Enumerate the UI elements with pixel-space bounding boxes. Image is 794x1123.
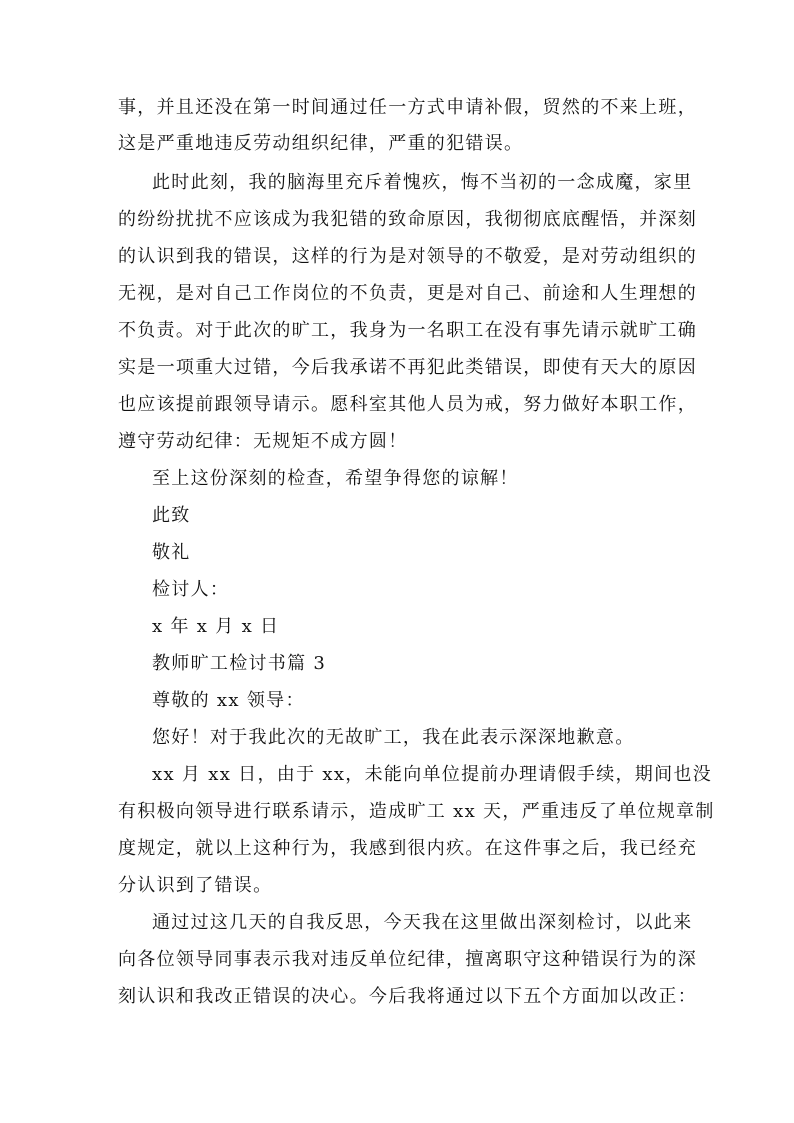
paragraph-line: 也应该提前跟领导请示。愿科室其他人员为戒，努力做好本职工作，	[118, 394, 697, 415]
paragraph-line: 不负责。对于此次的旷工，我身为一名职工在没有事先请示就旷工确	[118, 320, 697, 341]
salutation-jingli: 敬礼	[152, 542, 191, 563]
paragraph-line: 分认识到了错误。	[118, 875, 273, 896]
paragraph-line: 刻认识和我改正错误的决心。今后我将通过以下五个方面加以改正：	[118, 986, 697, 1007]
opening-line: 您好！对于我此次的无故旷工，我在此表示深深地歉意。	[152, 727, 635, 748]
paragraph-line: 向各位领导同事表示我对违反单位纪律，擅离职守这种错误行为的深	[118, 949, 697, 970]
paragraph-line: xx 月 xx 日，由于 xx，未能向单位提前办理请假手续，期间也没	[152, 764, 712, 785]
section-title: 教师旷工检讨书篇 3	[152, 653, 327, 674]
signature-label: 检讨人：	[152, 579, 230, 600]
paragraph-line: 实是一项重大过错，今后我承诺不再犯此类错误，即使有天大的原因	[118, 357, 697, 378]
paragraph-line: 这是严重地违反劳动组织纪律，严重的犯错误。	[118, 133, 524, 154]
paragraph-line: 度规定，就以上这种行为，我感到很内疚。在这件事之后，我已经充	[118, 838, 697, 859]
paragraph-line: 此时此刻，我的脑海里充斥着愧疚，悔不当初的一念成魔，家里	[152, 172, 693, 193]
paragraph-line: 无视，是对自己工作岗位的不负责，更是对自己、前途和人生理想的	[118, 283, 697, 304]
salutation-cizhi: 此致	[152, 505, 191, 526]
paragraph-line: 通过过这几天的自我反思，今天我在这里做出深刻检讨，以此来	[152, 912, 693, 933]
signature-date: x 年 x 月 x 日	[152, 616, 280, 637]
greeting: 尊敬的 xx 领导：	[152, 690, 305, 711]
paragraph-line: 的纷纷扰扰不应该成为我犯错的致命原因，我彻彻底底醒悟，并深刻	[118, 209, 697, 230]
paragraph-line: 的认识到我的错误，这样的行为是对领导的不敬爱，是对劳动组织的	[118, 246, 697, 267]
closing-request: 至上这份深刻的检查，希望争得您的谅解！	[152, 468, 519, 489]
paragraph-line: 遵守劳动纪律：无规矩不成方圆！	[118, 431, 408, 452]
paragraph-line: 有积极向领导进行联系请示，造成旷工 xx 天，严重违反了单位规章制	[118, 801, 715, 822]
paragraph-line: 事，并且还没在第一时间通过任一方式申请补假，贸然的不来上班，	[118, 97, 697, 118]
